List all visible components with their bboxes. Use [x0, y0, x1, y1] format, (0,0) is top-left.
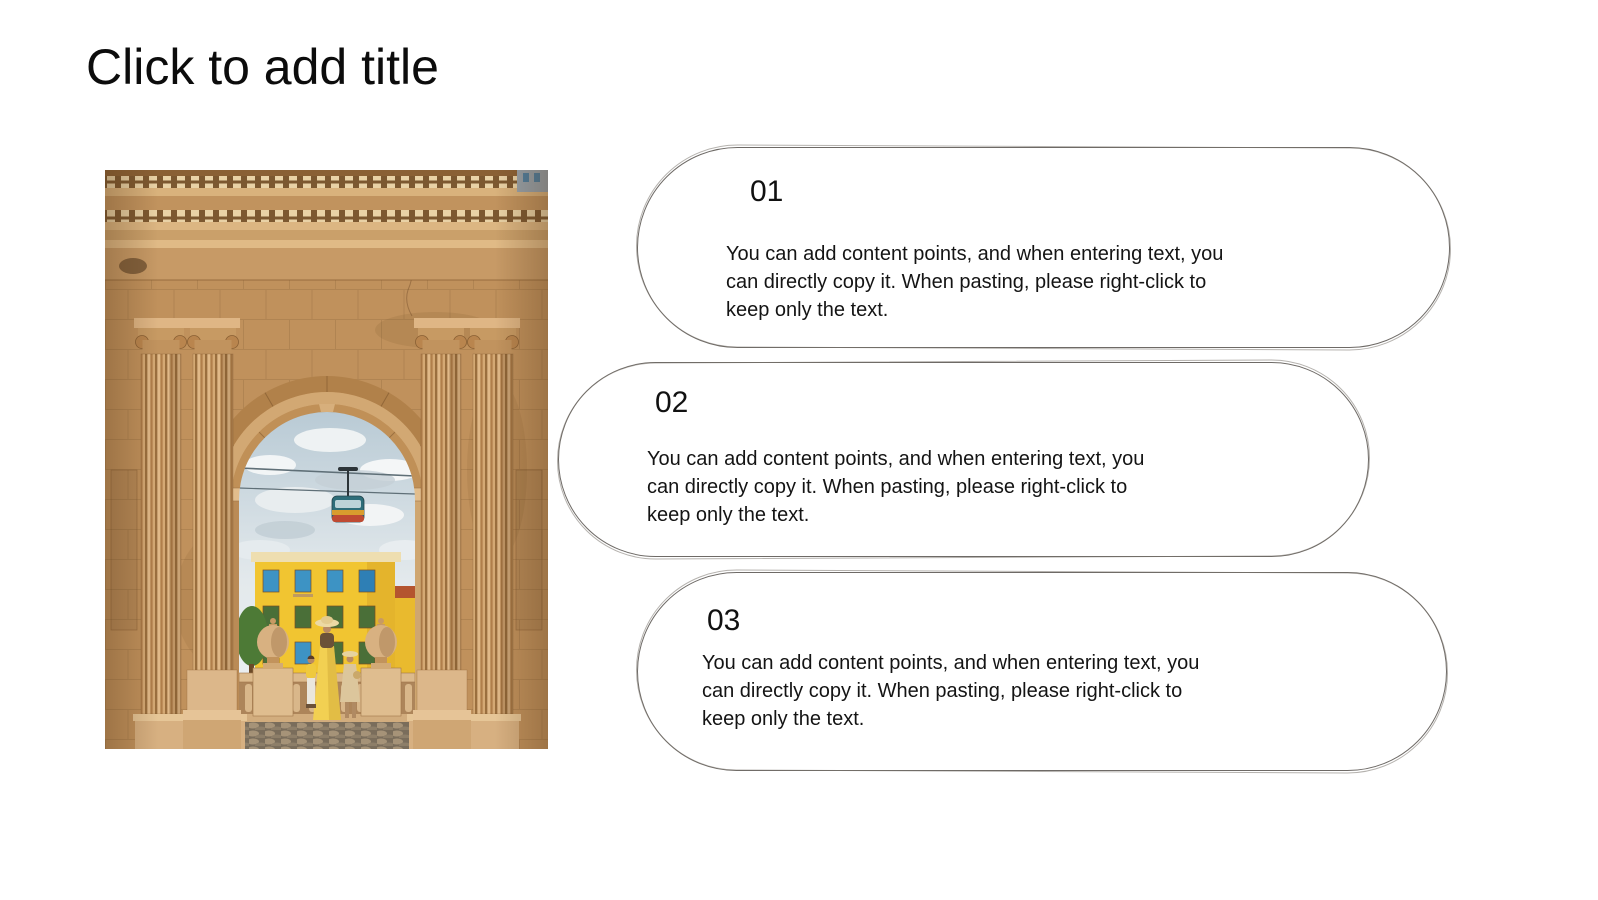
- card-text: [726, 240, 1336, 324]
- card-number: 02: [655, 386, 689, 419]
- slide-image[interactable]: [105, 170, 548, 749]
- card-text-line: You can add content points, and when entering text, you: [702, 652, 1200, 674]
- card-text-line: keep only the text.: [726, 299, 889, 321]
- card-text-line: can directly copy it. When pasting, please right-click to: [647, 476, 1128, 498]
- card-number: 01: [750, 175, 784, 208]
- content-card-1[interactable]: [637, 147, 1450, 348]
- arch-illustration: [105, 170, 548, 749]
- card-text: [647, 445, 1257, 529]
- card-text-line: keep only the text.: [647, 504, 810, 526]
- card-text-line: can directly copy it. When pasting, please right-click to: [702, 680, 1183, 702]
- card-text: [702, 649, 1312, 733]
- card-text-line: keep only the text.: [702, 708, 865, 730]
- card-text-line: You can add content points, and when entering text, you: [647, 448, 1145, 470]
- content-card-3[interactable]: [637, 572, 1447, 771]
- content-card-2[interactable]: [558, 362, 1369, 557]
- slide-title-placeholder[interactable]: Click to add title: [86, 39, 439, 95]
- card-text-line: You can add content points, and when entering text, you: [726, 243, 1224, 265]
- card-text-line: can directly copy it. When pasting, please right-click to: [726, 271, 1207, 293]
- photo-vignette: [105, 170, 548, 749]
- card-number: 03: [707, 604, 741, 637]
